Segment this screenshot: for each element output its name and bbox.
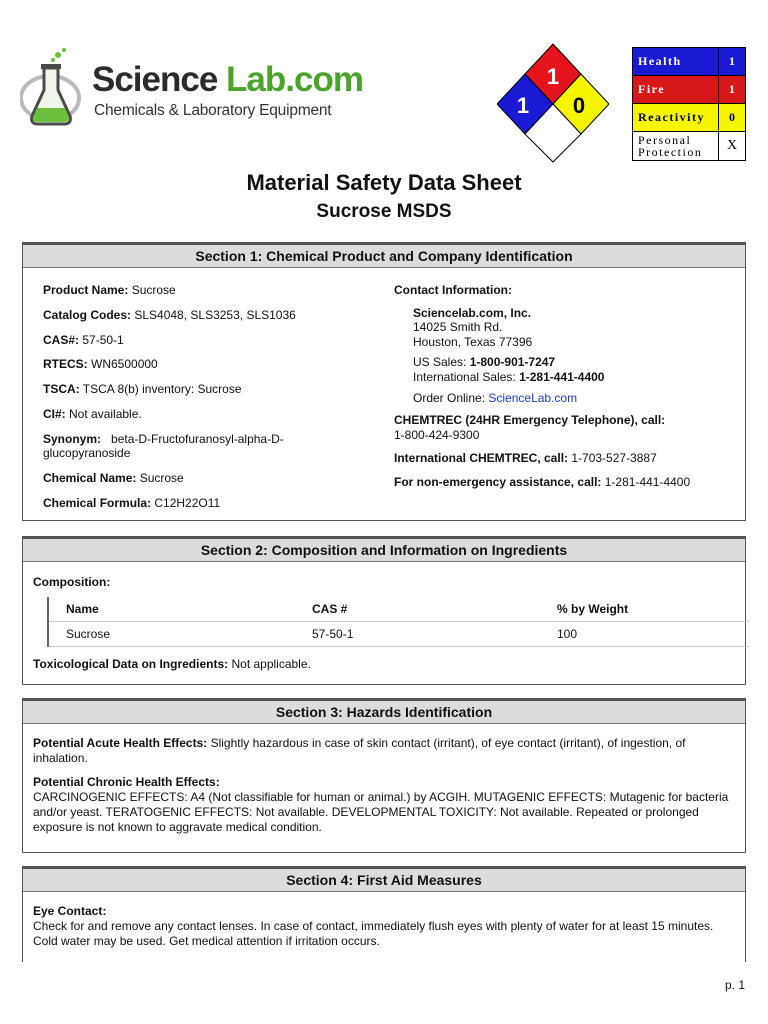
contact-label: Contact Information: bbox=[394, 283, 512, 297]
nfpa-fire-value: 1 bbox=[546, 64, 560, 89]
address-line-2: Houston, Texas 77396 bbox=[413, 334, 533, 349]
chemtrec-phone: 1-800-424-9300 bbox=[394, 427, 480, 442]
contact-information bbox=[394, 283, 734, 490]
document-subtitle: Sucrose MSDS bbox=[316, 201, 452, 222]
ci-row: CI#: Not available. bbox=[43, 406, 142, 421]
composition-label: Composition: bbox=[33, 575, 111, 589]
section-4 bbox=[22, 866, 746, 962]
sciencelab-logo[interactable] bbox=[20, 46, 363, 132]
table-cell: 100 bbox=[557, 627, 578, 641]
hazard-label: Fire bbox=[633, 76, 719, 104]
international-sales: International Sales: 1-281-441-4400 bbox=[413, 369, 605, 384]
hazard-value: X bbox=[719, 132, 746, 161]
hazard-row-reactivity bbox=[633, 104, 746, 132]
us-sales: US Sales: 1-800-901-7247 bbox=[413, 355, 556, 370]
acute-health-effects: Potential Acute Health Effects: Slightly hazardous in case of skin contact (irritant), of eye contact (irritant), of ingestion, of inhalation. bbox=[33, 736, 686, 765]
hazard-row-fire bbox=[633, 76, 746, 104]
company-name: Sciencelab.com, Inc. bbox=[413, 305, 532, 320]
table-row bbox=[49, 622, 749, 647]
chemical-formula-row: Chemical Formula: C12H22O11 bbox=[43, 495, 221, 510]
address-line-1: 14025 Smith Rd. bbox=[413, 320, 503, 335]
page-number: p. 1 bbox=[724, 978, 745, 992]
section-heading: Section 1: Chemical Product and Company Identification bbox=[23, 245, 745, 268]
non-emergency: For non-emergency assistance, call: 1-281-441-4400 bbox=[394, 474, 691, 489]
intl-chemtrec: International CHEMTREC, call: 1-703-527-3887 bbox=[394, 451, 657, 466]
hazard-label: Personal Protection bbox=[633, 132, 719, 161]
column-header: % by Weight bbox=[557, 602, 629, 616]
order-online-link[interactable]: ScienceLab.com bbox=[488, 390, 578, 405]
column-header: Name bbox=[66, 602, 99, 616]
hazard-row-personal-protection bbox=[633, 132, 746, 161]
hazard-value: 1 bbox=[719, 76, 746, 104]
section-3 bbox=[22, 698, 746, 853]
tsca-row: TSCA: TSCA 8(b) inventory: Sucrose bbox=[43, 382, 242, 397]
hazard-rating-table bbox=[632, 47, 746, 161]
hazard-label: Health bbox=[633, 48, 719, 76]
section-heading: Section 4: First Aid Measures bbox=[23, 869, 745, 892]
section-heading: Section 3: Hazards Identification bbox=[23, 701, 745, 724]
nfpa-health-value: 1 bbox=[516, 93, 530, 118]
rtecs-row: RTECS: WN6500000 bbox=[43, 357, 158, 372]
chronic-health-effects: Potential Chronic Health Effects: CARCINOGENIC EFFECTS: A4 (Not classifiable for human or animal.) by ACGIH. MUTAGENIC EFFECTS: Mutagenic for bacteria and/or yeast. TERATOGENIC EFFECTS: Not available. DEVELOPMENTAL TOXICITY: Not available. Repeated or prolonged exposure is not known to aggravate medical condition. bbox=[33, 775, 729, 834]
nfpa-reactivity-value: 0 bbox=[572, 93, 586, 118]
section-1 bbox=[22, 242, 746, 521]
document-title: Material Safety Data Sheet bbox=[246, 170, 522, 195]
order-online: Order Online: ScienceLab.com bbox=[413, 390, 578, 405]
product-name-row: Product Name: Sucrose bbox=[43, 283, 176, 297]
nfpa-diamond-icon bbox=[497, 42, 609, 164]
ingredients-table bbox=[47, 597, 749, 647]
hazard-label: Reactivity bbox=[633, 104, 719, 132]
logo-brand-text: Science Lab.com bbox=[92, 60, 363, 99]
column-header: CAS # bbox=[312, 602, 348, 616]
synonym-row: Synonym: beta-D-Fructofuranosyl-alpha-D-glucopyranoside bbox=[43, 431, 284, 461]
hazard-value: 1 bbox=[719, 48, 746, 76]
hazard-row-health bbox=[633, 48, 746, 76]
catalog-codes-row: Catalog Codes: SLS4048, SLS3253, SLS1036 bbox=[43, 307, 296, 322]
eye-contact: Eye Contact: Check for and remove any contact lenses. In case of contact, immediately flush eyes with plenty of water for at least 15 minutes. Cold water may be used. Get medical attention if irritation occurs. bbox=[33, 904, 714, 948]
section-heading: Section 2: Composition and Information on Ingredients bbox=[23, 539, 745, 562]
section-2 bbox=[22, 536, 746, 685]
toxicological-data: Toxicological Data on Ingredients: Not applicable. bbox=[33, 657, 311, 671]
cas-row: CAS#: 57-50-1 bbox=[43, 332, 124, 347]
chemical-name-row: Chemical Name: Sucrose bbox=[43, 471, 184, 486]
logo-tagline: Chemicals & Laboratory Equipment bbox=[94, 102, 332, 119]
table-cell: Sucrose bbox=[66, 627, 111, 641]
hazard-value: 0 bbox=[719, 104, 746, 132]
flask-icon bbox=[20, 46, 90, 132]
chemtrec-label: CHEMTREC (24HR Emergency Telephone), call: bbox=[394, 413, 666, 428]
table-cell: 57-50-1 bbox=[312, 627, 354, 641]
table-header-row bbox=[49, 597, 749, 622]
product-details bbox=[43, 283, 343, 521]
